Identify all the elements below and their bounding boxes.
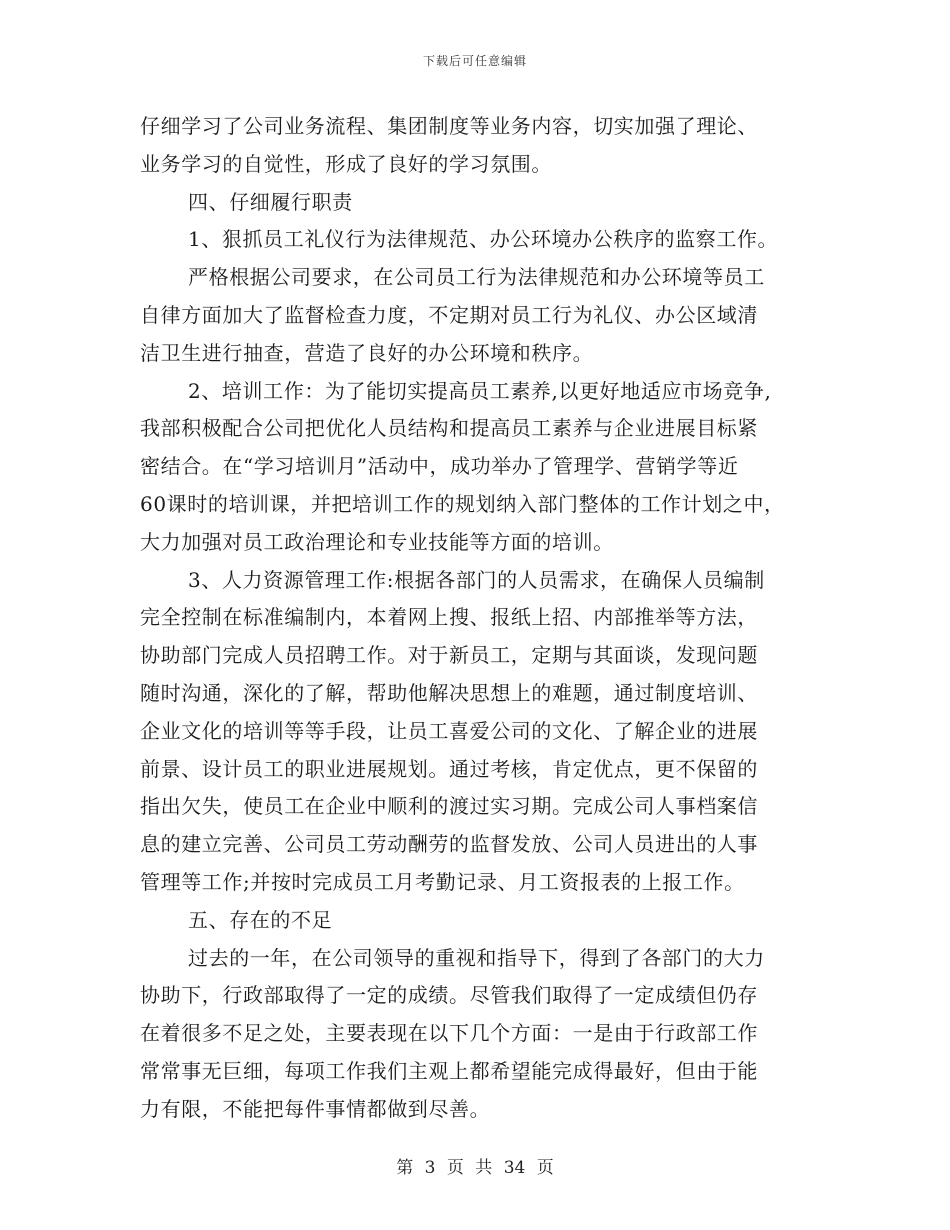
text-line: 协助部门完成人员招聘工作。对于新员工，定期与其面谈，发现问题 — [140, 643, 758, 668]
text-line: 我部积极配合公司把优化人员结构和提高员工素养与企业进展目标紧 — [140, 416, 758, 441]
text-line: 五、存在的不足 — [188, 907, 333, 932]
text-line: 管理等工作;并按时完成员工月考勤记录、月工资报表的上报工作。 — [140, 869, 745, 894]
text-line: 息的建立完善、公司员工劳动酬劳的监督发放、公司人员进出的人事 — [140, 832, 758, 857]
text-line: 60课时的培训课，并把培训工作的规划纳入部门整体的工作计划之中， — [140, 491, 785, 516]
text-line: 协助下，行政部取得了一定的成绩。尽管我们取得了一定成绩但仍存 — [140, 983, 758, 1008]
text-line: 大力加强对员工政治理论和专业技能等方面的培训。 — [140, 529, 614, 554]
text-line: 随时沟通，深化的了解，帮助他解决思想上的难题，通过制度培训、 — [140, 680, 758, 705]
text-line: 企业文化的培训等等手段，让员工喜爱公司的文化、了解企业的进展 — [140, 718, 758, 743]
text-line: 严格根据公司要求，在公司员工行为法律规范和办公环境等员工 — [188, 265, 765, 290]
text-line: 仔细学习了公司业务流程、集团制度等业务内容，切实加强了理论、 — [140, 114, 758, 138]
text-line: 过去的一年，在公司领导的重视和指导下，得到了各部门的大力 — [188, 945, 765, 970]
page-footer: 第 3 页 共 34 页 — [396, 1158, 554, 1178]
text-line: 四、仔细履行职责 — [188, 189, 353, 214]
text-line: 前景、设计员工的职业进展规划。通过考核，肯定优点，更不保留的 — [140, 756, 758, 781]
text-line: 指出欠失，使员工在企业中顺利的渡过实习期。完成公司人事档案信 — [140, 794, 758, 819]
text-line: 3、人力资源管理工作:根据各部门的人员需求，在确保人员编制 — [188, 567, 765, 592]
text-line: 洁卫生进行抽查，营造了良好的办公环境和秩序。 — [140, 340, 594, 365]
text-line: 自律方面加大了监督检查力度，不定期对员工行为礼仪、办公区域清 — [140, 302, 758, 327]
document-body — [140, 108, 812, 1129]
text-line: 业务学习的自觉性，形成了良好的学习氛围。 — [140, 151, 552, 176]
text-line: 2、培训工作：为了能切实提高员工素养,以更好地适应市场竞争, — [188, 378, 772, 403]
page-header: 下载后可任意编辑 — [422, 54, 527, 68]
text-line: 在着很多不足之处，主要表现在以下几个方面：一是由于行政部工作 — [140, 1021, 758, 1046]
text-line: 常常事无巨细，每项工作我们主观上都希望能完成得最好，但由于能 — [140, 1058, 758, 1083]
text-line: 1、狠抓员工礼仪行为法律规范、办公环境办公秩序的监察工作。 — [188, 227, 779, 252]
text-line: 力有限，不能把每件事情都做到尽善。 — [140, 1096, 491, 1121]
text-line: 密结合。在“学习培训月”活动中，成功举办了管理学、营销学等近 — [140, 454, 739, 479]
text-line: 完全控制在标准编制内，本着网上搜、报纸上招、内部推举等方法， — [140, 605, 758, 630]
